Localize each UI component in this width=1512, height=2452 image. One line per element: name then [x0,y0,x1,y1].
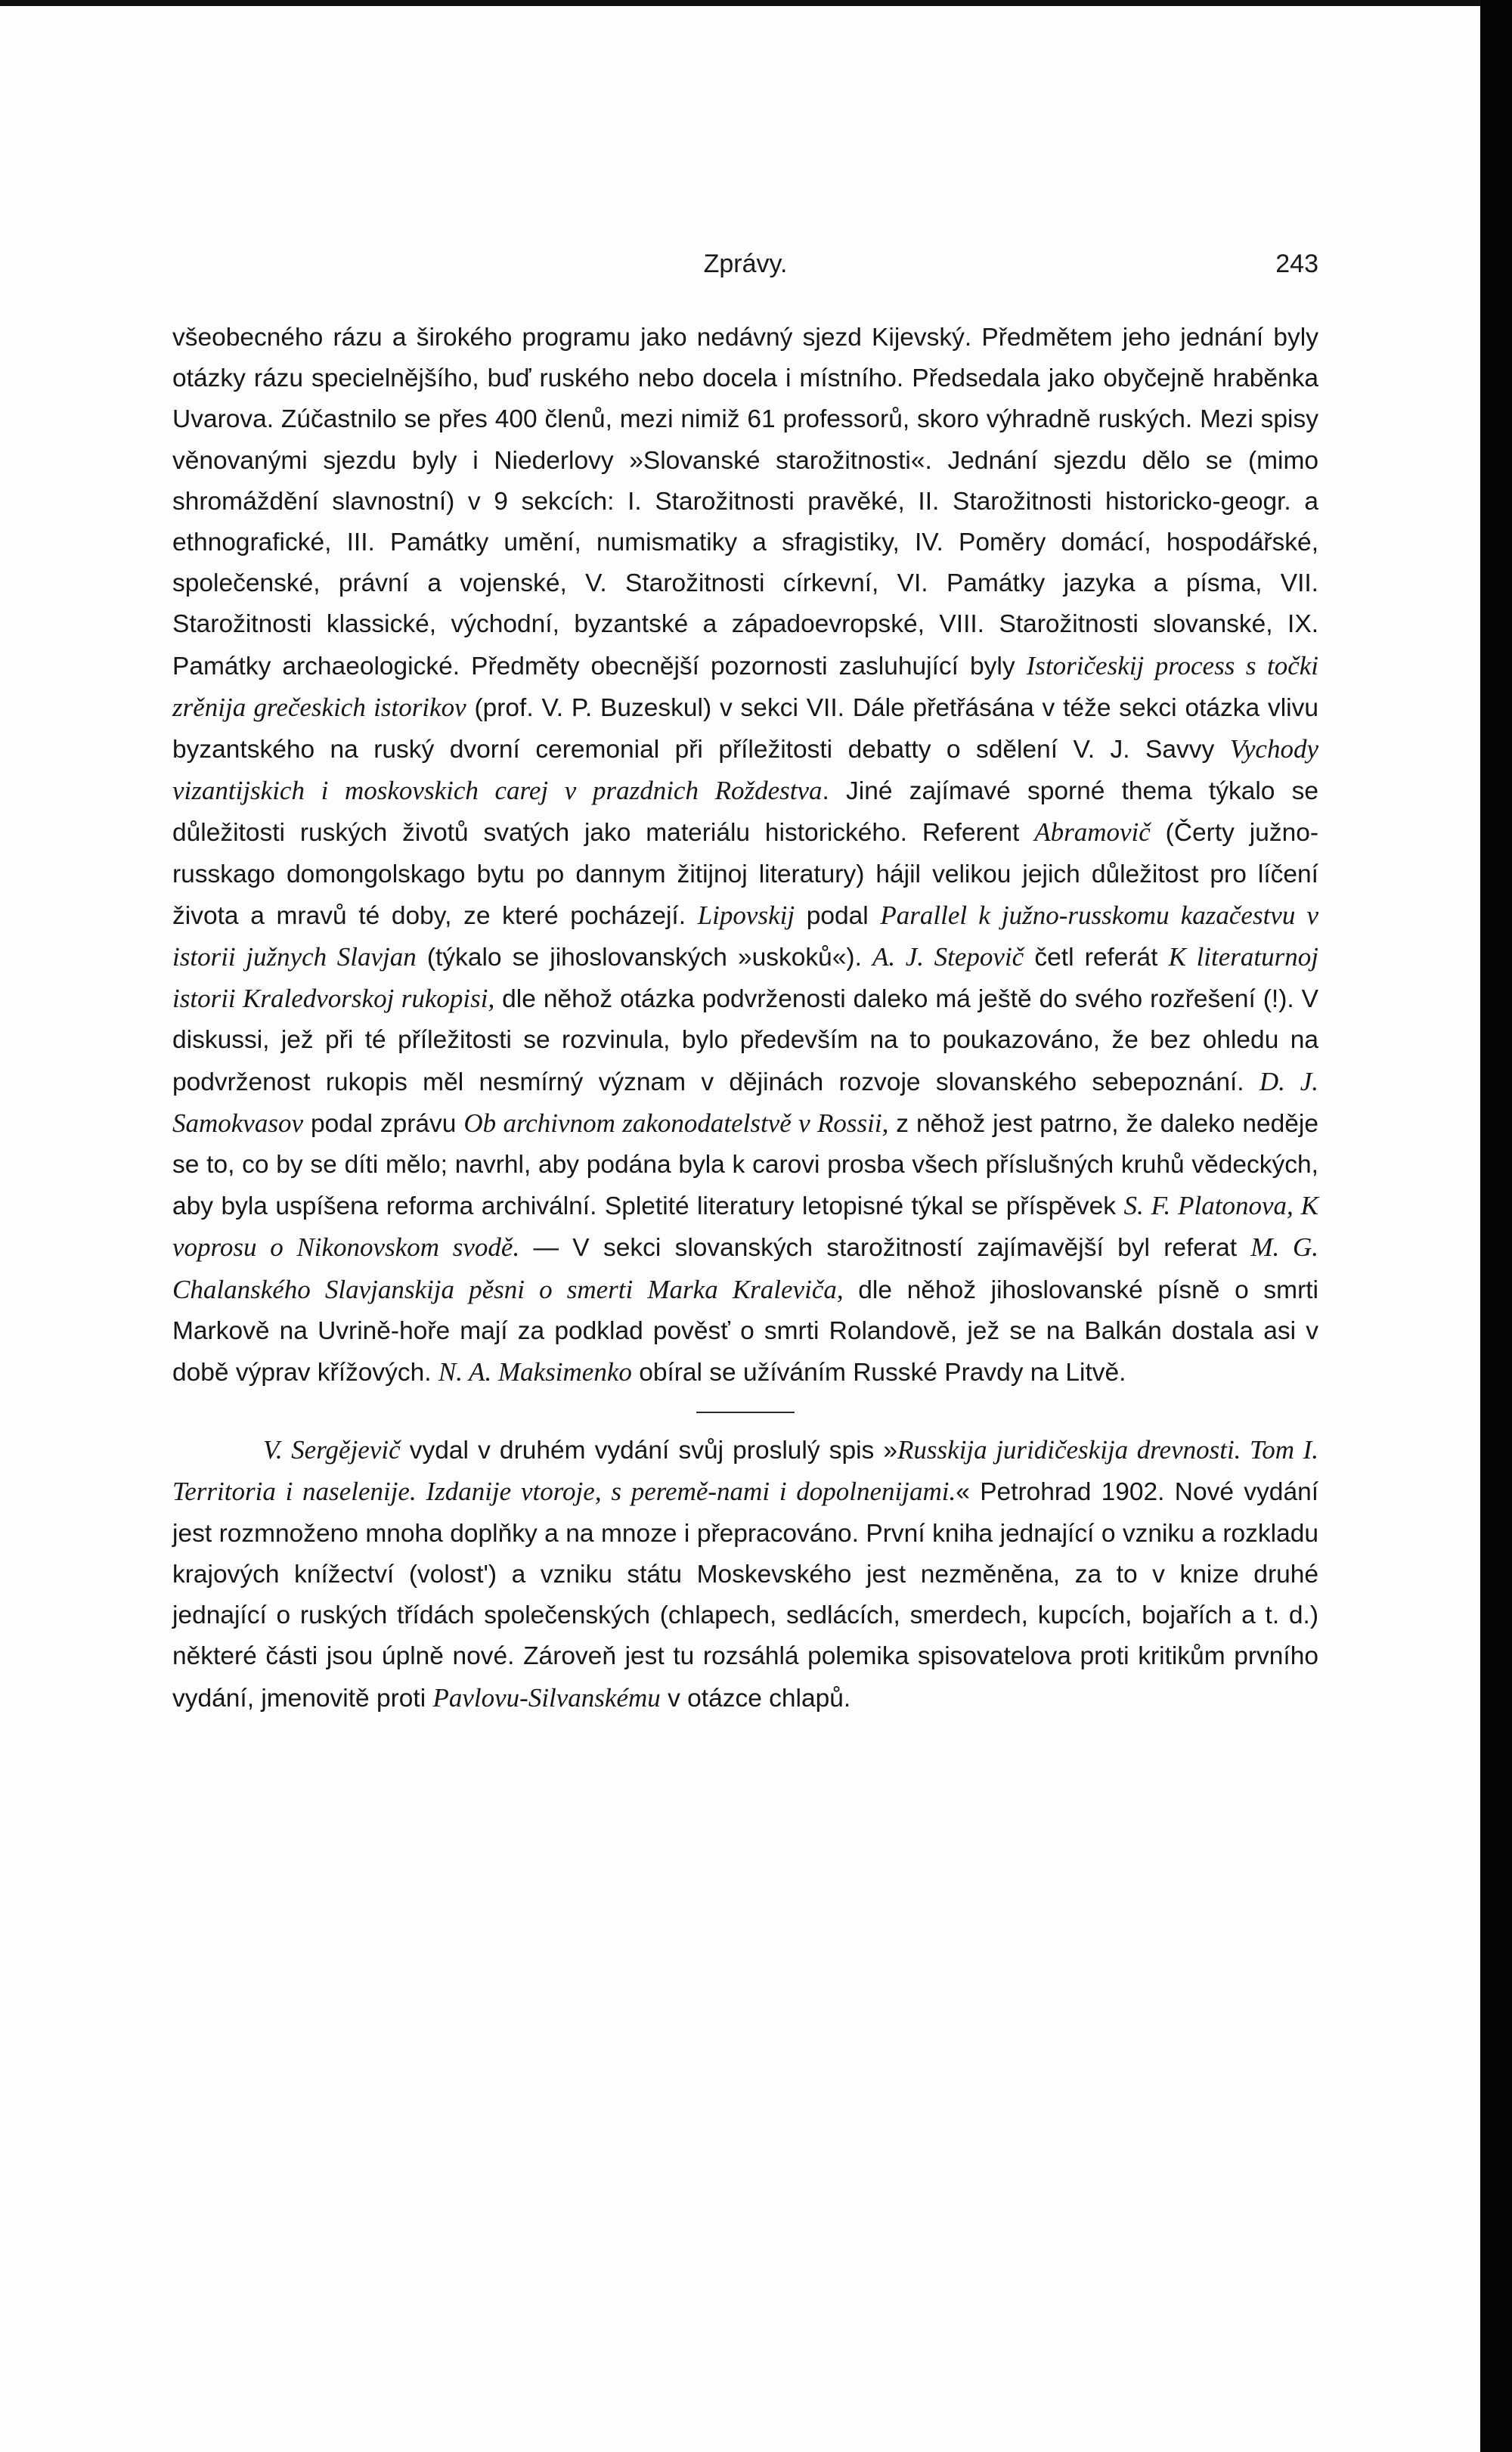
italic-name: A. J. Stepovič [872,942,1024,972]
paragraph-sergejevic-review [172,1430,1318,1719]
header-title: Zprávy. [703,250,788,278]
section-divider [696,1412,795,1413]
text-run: (prof. V. P. Buzeskul) v sekci VII. Dále přetřásána v téže sekci otázka vlivu byzantského na ruský dvorní ceremonial při příležitosti debatty o sdělení V. J. Savvy [172,693,1318,764]
italic-name: N. A. Maksimenko [438,1357,632,1387]
paragraph-congress-report [172,318,1318,1393]
text-run: podal [795,901,881,930]
text-run: « Petrohrad 1902. Nové vydání jest rozmnoženo mnoha doplňky a na mnoze i přepracováno. První kniha jednající o vzniku a rozkladu krajových knížectví (volost') a vzniku státu Moskevského jest nezměněna, za to v knize druhé jednající o ruských třídách společenských (chlapech, sedlácích, smerdech, kupcích, bojařích a t. d.) některé části jsou úplně nové. Zároveň jest tu rozsáhlá polemika spisovatelova proti kritikům prvního vydání, jmenovitě proti [172,1478,1319,1713]
text-run: z něhož jest patrno, že daleko neděje se to, co by se díti mělo; navrhl, aby podána byla k carovi prosba všech příslušných kruhů vědeckých, aby byla uspíšena reforma archivální. Spletité literatury letopisné týkal se příspěvek [172,1109,1318,1221]
italic-name: Pavlovu-Silvanskému [432,1682,661,1713]
italic-name: V. Sergějevič [263,1435,401,1465]
italic-title: M. G. Chalanského Slavjanskija pěsni o smerti Marka Kraleviča, [172,1232,1318,1304]
article-body [172,318,1318,1719]
text-run: podal zprávu [303,1109,464,1138]
text-run: dle něhož otázka podvrženosti daleko má ještě do svého rozřešení (!). V diskussi, jež při té příležitosti se rozvinula, bylo především na to poukazováno, že bez ohledu na podvrženost rukopis měl nesmírný význam v dějinách rozvoje slovanského sebepoznání. [172,985,1319,1096]
scan-edge-right [1480,0,1512,2452]
italic-title: Ob archivnom zakonodatelstvě v Rossii, [463,1108,889,1138]
text-run: dle něhož jihoslovanské písně o smrti Markově na Uvrině-hoře mají za podklad pověsť o smrti Rolandově, jež se na Balkán dostala asi v době výprav křížových. [172,1276,1318,1387]
text-run: v otázce chlapů. [660,1684,851,1713]
italic-title: Istoričeskij process s točki zrěnija grečeskich istorikov [172,650,1318,722]
text-run: (Čerty južno-russkago domongolskago bytu po dannym žitijnoj literatury) hájil velikou jejich důležitost pro líčení života a mravů té doby, ze které pocházejí. [172,819,1318,930]
italic-name: Abramovič [1034,817,1151,848]
italic-title: Parallel k južno-russkomu kazačestvu v istorii južnych Slavjan [172,900,1318,972]
text-run: vydal v druhém vydání svůj proslulý spis » [400,1437,898,1465]
text-run: (týkalo se jihoslovanských »uskoků«). [416,944,873,972]
text-run: obíral se užíváním Russké Pravdy na Litvě. [631,1359,1126,1387]
italic-name: Lipovskij [697,900,795,930]
text-run: četl referát [1024,944,1169,972]
italic-title: Russkija juridičeskija drevnosti. Tom I. Territoria i naselenije. Izdanije vtoroje, s peremě-nami i dopolnenijami. [172,1435,1318,1507]
page-number: 243 [1275,250,1318,278]
italic-title: K literaturnoj istorii Kraledvorskoj rukopisi, [172,942,1318,1014]
scan-edge-top [0,0,1480,6]
text-run: . Jiné zajímavé sporné thema týkalo se důležitosti ruských životů svatých jako materiálu historického. Referent [172,777,1318,848]
text-run: — V sekci slovanských starožitností zajímavější byl referat [519,1234,1251,1263]
running-header [172,250,1318,287]
text-run: všeobecného rázu a širokého programu jako nedávný sjezd Kijevský. Předmětem jeho jednání byly otázky rázu specielnějšího, buď ruského nebo docela i místního. Předsedala jako obyčejně hraběnka Uvarova. Zúčastnilo se přes 400 členů, mezi nimiž 61 professorů, skoro výhradně ruských. Mezi spisy věnovanými sjezdu byly i Niederlovy »Slovanské starožitnosti«. Jednání sjezdu dělo se (mimo shromáždění slavnostní) v 9 sekcích: I. Starožitnosti pravěké, II. Starožitnosti historicko-geogr. a ethnografické, III. Památky umění, numismatiky a sfragistiky, IV. Poměry domácí, hospodářské, společenské, právní a vojenské, V. Starožitnosti církevní, VI. Památky jazyka a písma, VII. Starožitnosti klassické, východní, byzantské a západoevropské, VIII. Starožitnosti slovanské, IX. Památky archaeologické. Předměty obecnější pozornosti zasluhující byly [172,324,1318,680]
italic-title: S. F. Platonova, K voprosu o Nikonovskom svodě. [172,1191,1319,1263]
italic-name: D. J. Samokvasov [172,1066,1318,1138]
italic-title: Vychody vizantijskich i moskovskich carej v prazdnich Roždestva [172,734,1318,806]
